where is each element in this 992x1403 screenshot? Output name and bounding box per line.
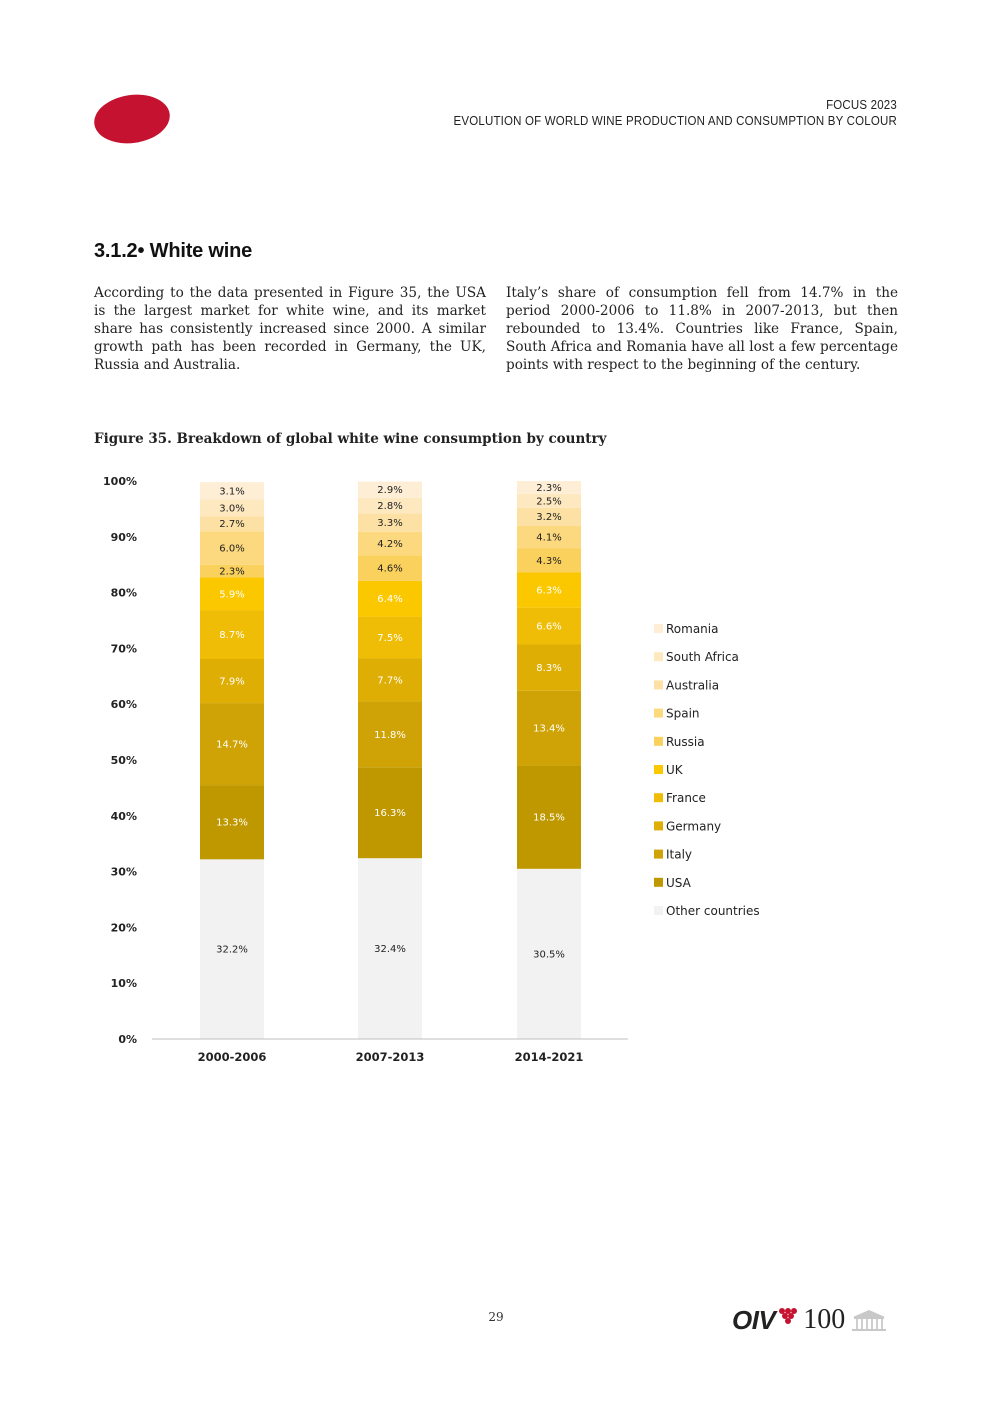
legend-entry: Australia (666, 678, 720, 693)
y-tick-label: 80% (110, 586, 137, 600)
legend-swatch (654, 765, 663, 774)
data-label: 2.3% (536, 482, 562, 494)
data-label: 16.3% (374, 808, 406, 820)
body-paragraph-right: Italy’s share of consumption fell from 14.7% in the period 2000-2006 to 11.8% in 2007-2013, but then rebounded to 13.4%. Countries like France, Spain, South Africa and Romania have all lost a few percentage points with respect to the beginning of the century. (506, 285, 898, 373)
oiv-logo-number: 100 (803, 1304, 846, 1335)
data-label: 32.4% (374, 944, 406, 956)
data-label: 6.4% (377, 594, 403, 606)
legend-entry: UK (666, 763, 683, 777)
legend-swatch (654, 680, 663, 689)
header-document-title: EVOLUTION OF WORLD WINE PRODUCTION AND CONSUMPTION BY COLOUR (453, 114, 897, 128)
data-label: 13.4% (533, 723, 565, 735)
oiv-wine-drop-logo (93, 93, 171, 145)
data-label: 30.5% (533, 949, 565, 961)
data-label: 4.2% (377, 538, 403, 550)
data-label: 13.3% (216, 817, 248, 829)
data-label: 3.3% (377, 518, 403, 530)
legend-swatch (654, 906, 663, 915)
x-tick-label: 2014-2021 (514, 1050, 584, 1064)
legend-entry: Germany (666, 819, 722, 834)
data-label: 7.9% (219, 676, 245, 688)
legend-entry: Russia (666, 734, 705, 749)
y-tick-label: 90% (110, 530, 137, 544)
data-label: 5.9% (219, 589, 245, 601)
y-tick-label: 30% (110, 865, 137, 879)
header-focus-label: FOCUS 2023 (826, 98, 897, 112)
data-label: 4.1% (536, 532, 562, 544)
legend-entry: USA (666, 875, 691, 890)
y-tick-label: 70% (110, 642, 137, 656)
y-tick-label: 50% (110, 754, 137, 767)
data-label: 2.3% (219, 566, 245, 578)
grape-icon (777, 1306, 799, 1326)
legend-swatch (654, 709, 663, 718)
legend-entry: Spain (666, 706, 700, 721)
body-paragraph-left: According to the data presented in Figure 35, the USA is the largest market for white wine, and its market share has consistently increased since 2000. A similar growth path has been recorded in Germany, the UK, Russia and Australia. (94, 285, 486, 373)
data-label: 32.2% (216, 944, 248, 956)
y-tick-label: 40% (110, 809, 137, 823)
legend-swatch (654, 652, 663, 661)
legend-entry: France (666, 791, 706, 806)
data-label: 18.5% (533, 812, 565, 824)
data-label: 2.8% (377, 501, 403, 513)
oiv-logo-text: OIV (732, 1304, 776, 1335)
y-tick-label: 10% (110, 977, 137, 991)
data-label: 2.5% (536, 496, 562, 508)
data-label: 2.7% (219, 519, 245, 531)
legend-swatch (654, 821, 663, 830)
data-label: 7.5% (377, 633, 403, 645)
data-label: 6.6% (536, 621, 562, 633)
y-tick-label: 20% (110, 921, 137, 935)
legend-swatch (654, 624, 663, 633)
legend-swatch (654, 878, 663, 887)
data-label: 11.8% (374, 729, 406, 741)
y-tick-label: 0% (118, 1033, 137, 1046)
building-emblem-icon (849, 1307, 889, 1333)
page-number: 29 (488, 1310, 504, 1324)
data-label: 6.0% (219, 543, 245, 555)
figure-title: Figure 35. Breakdown of global white wine consumption by country (94, 431, 607, 447)
legend-swatch (654, 850, 663, 859)
legend-entry: Romania (666, 622, 719, 636)
y-tick-label: 60% (110, 698, 137, 712)
stacked-bar-chart (0, 460, 992, 1080)
legend-entry: Italy (666, 847, 693, 862)
data-label: 4.3% (536, 556, 562, 568)
data-label: 7.7% (377, 675, 403, 687)
data-label: 3.2% (536, 512, 562, 524)
legend-swatch (654, 737, 663, 746)
oiv-100-logo (732, 1304, 889, 1336)
x-tick-label: 2000-2006 (197, 1050, 267, 1064)
data-label: 8.3% (536, 663, 562, 675)
data-label: 3.0% (219, 503, 245, 515)
data-label: 3.1% (219, 486, 245, 498)
legend-entry: Other countries (666, 904, 760, 918)
section-title: 3.1.2• White wine (94, 240, 253, 262)
data-label: 14.7% (216, 739, 248, 751)
data-label: 4.6% (377, 563, 403, 575)
data-label: 2.9% (377, 485, 403, 497)
legend-entry: South Africa (666, 650, 739, 665)
page-header (454, 97, 897, 129)
legend-swatch (654, 793, 663, 802)
x-tick-label: 2007-2013 (355, 1050, 425, 1064)
y-tick-label: 100% (103, 475, 137, 488)
data-label: 6.3% (536, 585, 562, 597)
data-label: 8.7% (219, 630, 245, 642)
